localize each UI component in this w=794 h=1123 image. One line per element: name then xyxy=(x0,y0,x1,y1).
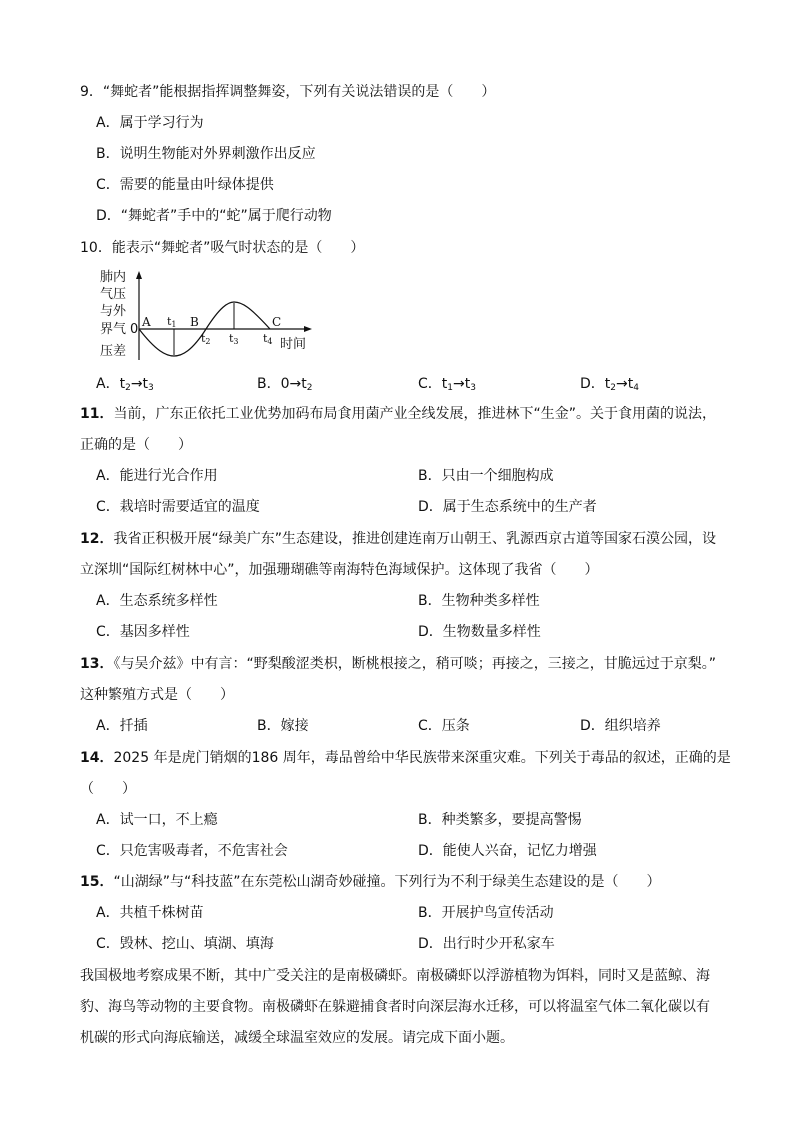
graph-tick-t3: t3 xyxy=(229,332,239,346)
graph-tick-t2: t2 xyxy=(201,332,211,346)
q13-option-d: D．组织培养 xyxy=(580,718,661,734)
q14-stem-line1: 14．2025 年是虎门销烟的186 周年，毒品曾给中华民族带来深重灾难。下列关于毒品的叙述，正确的是 xyxy=(80,750,731,766)
pressure-difference-graph xyxy=(94,268,324,364)
graph-ylabel-1: 肺内 xyxy=(100,270,127,285)
q10-option-d: D．$t_2\to t_4$ xyxy=(580,376,639,393)
q11-stem-line2: 正确的是（ ） xyxy=(80,437,192,453)
q12-option-a: A．生态系统多样性 xyxy=(96,593,218,609)
q15-option-b: B．开展护鸟宣传活动 xyxy=(418,905,554,921)
q11-stem-line1: 11．当前，广东正依托工业优势加码布局食用菌产业全线发展，推进林下“生金”。关于食用菌的说法， xyxy=(80,406,716,422)
graph-ylabel-4: 界气 xyxy=(100,322,127,337)
q10-option-c: C．$t_1\to t_3$ xyxy=(418,376,476,393)
graph-point-a: A xyxy=(142,315,151,329)
q11-option-d: D．属于生态系统中的生产者 xyxy=(418,499,597,515)
q14-stem-line2: （ ） xyxy=(80,781,136,797)
q10-stem: 10．能表示“舞蛇者”吸气时状态的是（ ） xyxy=(80,240,365,256)
q12-option-d: D．生物数量多样性 xyxy=(418,624,541,640)
q15-option-c: C．毁林、挖山、填湖、填海 xyxy=(96,936,274,952)
q9-option-c: C．需要的能量由叶绿体提供 xyxy=(96,177,274,193)
q13-option-c: C．压条 xyxy=(418,718,470,734)
q9-option-a: A．属于学习行为 xyxy=(96,115,204,131)
q10-option-b: B．$0\to t_2$ xyxy=(257,376,313,393)
q13-stem-line1: 13．《与吴介兹》中有言：“野梨酸涩类枳，断桃根接之，稍可啖；再接之，三接之，甘脆远过于京梨。” xyxy=(80,656,716,672)
q13-stem-line2: 这种繁殖方式是（ ） xyxy=(80,687,234,703)
q15-option-a: A．共植千株树苗 xyxy=(96,905,204,921)
q14-option-a: A．试一口，不上瘾 xyxy=(96,812,218,828)
q12-stem-line1: 12．我省正积极开展“绿美广东”生态建设，推进创建连南万山朝王、乳源西京古道等国家石漠公园，设 xyxy=(80,531,716,547)
q9-option-d: D．“舞蛇者”手中的“蛇”属于爬行动物 xyxy=(96,208,332,224)
q15-option-d: D．出行时少开私家车 xyxy=(418,936,555,952)
graph-ylabel-5: 压差 xyxy=(100,344,127,359)
graph-y-arrow xyxy=(136,271,142,279)
q14-option-d: D．能使人兴奋，记忆力增强 xyxy=(418,843,597,859)
q11-option-b: B．只由一个细胞构成 xyxy=(418,468,554,484)
q11-option-c: C．栽培时需要适宜的温度 xyxy=(96,499,260,515)
graph-ylabel-3: 与外 xyxy=(100,304,127,319)
q12-option-b: B．生物种类多样性 xyxy=(418,593,540,609)
graph-ylabel-2: 气压 xyxy=(100,287,127,302)
q9-stem: 9．“舞蛇者”能根据指挥调整舞姿，下列有关说法错误的是（ ） xyxy=(80,84,496,100)
q13-option-b: B．嫁接 xyxy=(257,718,309,734)
q13-option-a: A．扦插 xyxy=(96,718,148,734)
passage-line-3: 机碳的形式向海底输送，减缓全球温室效应的发展。请完成下面小题。 xyxy=(80,1030,514,1046)
q15-stem: 15．“山湖绿”与“科技蓝”在东莞松山湖奇妙碰撞。下列行为不利于绿美生态建设的是（ ） xyxy=(80,874,661,890)
q10-option-a: A．$t_2\to t_3$ xyxy=(96,376,154,393)
graph-tick-t4: t4 xyxy=(263,332,273,346)
graph-point-b: B xyxy=(190,315,199,329)
q12-option-c: C．基因多样性 xyxy=(96,624,190,640)
graph-x-arrow xyxy=(304,326,312,332)
graph-xlabel: 时间 xyxy=(280,337,307,352)
q14-option-c: C．只危害吸毒者，不危害社会 xyxy=(96,843,288,859)
q9-option-b: B．说明生物能对外界刺激作出反应 xyxy=(96,146,316,162)
graph-tick-t1: t1 xyxy=(167,315,177,329)
passage-line-2: 豹、海鸟等动物的主要食物。南极磷虾在躲避捕食者时向深层海水迁移，可以将温室气体二氧化碳以有 xyxy=(80,999,710,1015)
graph-zero-label: 0 xyxy=(130,322,139,337)
q14-option-b: B．种类繁多，要提高警惕 xyxy=(418,812,582,828)
q12-stem-line2: 立深圳“国际红树林中心”，加强珊瑚礁等南海特色海域保护。这体现了我省（ ） xyxy=(80,562,599,578)
graph-point-c: C xyxy=(272,315,282,329)
q11-option-a: A．能进行光合作用 xyxy=(96,468,218,484)
passage-line-1: 我国极地考察成果不断，其中广受关注的是南极磷虾。南极磷虾以浮游植物为饵料，同时又是蓝鲸、海 xyxy=(80,968,710,984)
